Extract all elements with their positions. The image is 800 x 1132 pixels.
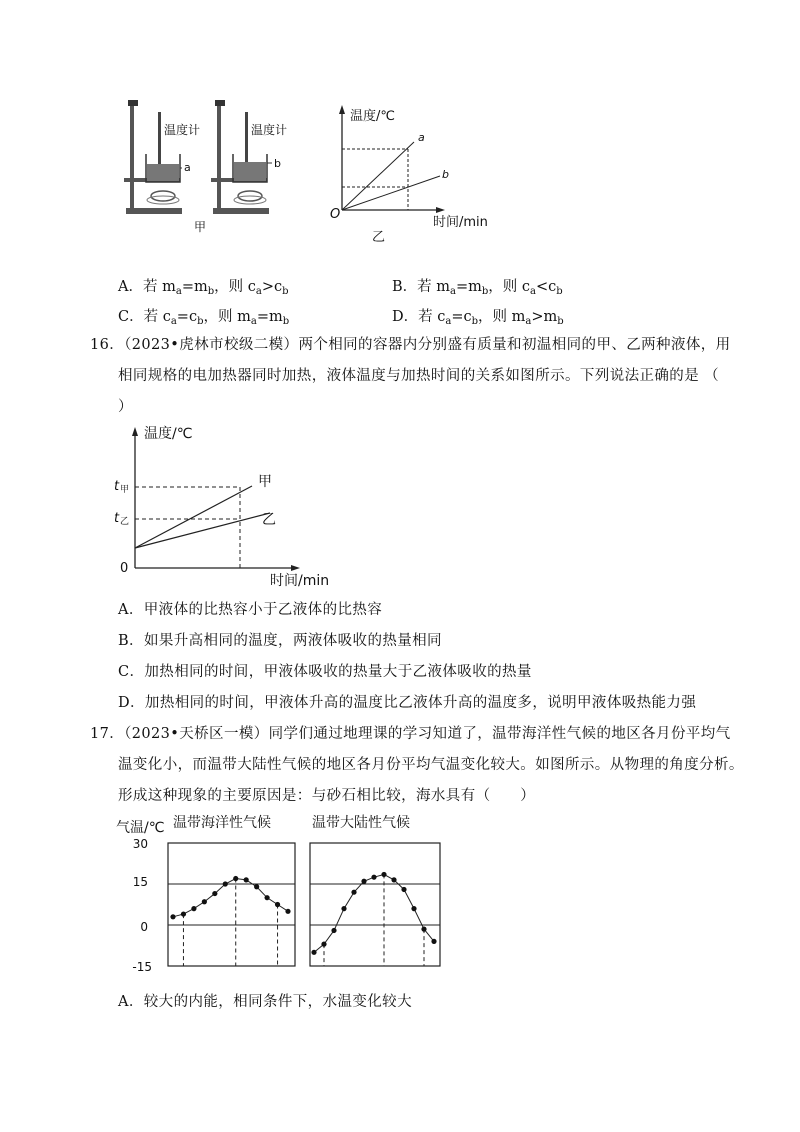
q15-option-d-text: =c bbox=[451, 309, 472, 325]
subscript: b bbox=[557, 316, 564, 327]
q16-x-axis-label: 时间/min bbox=[270, 573, 330, 589]
q16-option-b[interactable]: B．如果升高相同的温度，两液体吸收的热量相同 bbox=[118, 633, 442, 649]
q17-option-a[interactable]: A．较大的内能，相同条件下，水温变化较大 bbox=[118, 994, 412, 1010]
q15-option-c-text: =c bbox=[176, 309, 198, 325]
t-jia-subscript: 甲 bbox=[120, 485, 130, 495]
q15-option-a-text: ，则 c bbox=[214, 279, 256, 295]
line-b-label: b bbox=[442, 168, 449, 181]
line-yi bbox=[135, 513, 270, 548]
liquid-label-b: b bbox=[274, 157, 281, 170]
subscript: a bbox=[445, 316, 452, 327]
subscript: a bbox=[450, 286, 456, 297]
q15-option-d-text: ，则 m bbox=[478, 309, 526, 325]
subscript: a bbox=[255, 286, 262, 297]
t-jia-label: t bbox=[114, 479, 120, 494]
q15-option-d-text: D．若 c bbox=[392, 309, 446, 325]
subscript: a bbox=[175, 286, 182, 297]
continental-climate-panel-data-point bbox=[341, 906, 346, 911]
q15-option-c-text: C．若 c bbox=[118, 309, 171, 325]
label-jia: 甲 bbox=[258, 474, 272, 490]
subscript: b bbox=[481, 286, 489, 297]
q15-option-a[interactable] bbox=[118, 275, 289, 297]
q17-y-axis-label: 气温/℃ bbox=[116, 820, 165, 836]
t-yi-subscript: 乙 bbox=[120, 517, 130, 527]
q17-stem-line3: 形成这种现象的主要原因是：与砂石相比较，海水具有（ ） bbox=[118, 788, 536, 804]
subscript: a bbox=[170, 316, 177, 327]
line-jia bbox=[135, 486, 252, 548]
subscript: a bbox=[525, 316, 532, 327]
continental-climate-panel-data-point bbox=[311, 950, 316, 955]
heating-apparatus-b bbox=[211, 100, 269, 214]
q15-option-b-text: <c bbox=[536, 279, 557, 295]
continental-climate-panel-data-point bbox=[391, 877, 396, 882]
continental-climate-panel-data-point bbox=[401, 887, 406, 892]
continental-climate-panel-data-point bbox=[321, 942, 326, 947]
tick-minus-15: -15 bbox=[132, 960, 152, 974]
subscript: b bbox=[197, 316, 204, 327]
q15-option-a-text: >c bbox=[261, 279, 283, 295]
ocean-climate-panel-data-point bbox=[223, 881, 228, 886]
ocean-climate-panel-data-point bbox=[191, 906, 196, 911]
ocean-climate-panel-data-point bbox=[202, 899, 207, 904]
q17-stem-line2: 温变化小，而温带大陆性气候的地区各月份平均气温变化较大。如图所示。从物理的角度分析。 bbox=[118, 757, 744, 773]
continental-climate-panel-frame bbox=[310, 843, 440, 966]
continental-climate-panel-data-point bbox=[381, 872, 386, 877]
continental-climate-panel-data-point bbox=[411, 906, 416, 911]
q16-origin: 0 bbox=[120, 561, 129, 576]
q15-y-axis-label: 温度/℃ bbox=[350, 109, 395, 124]
q15-option-b-text: B．若 m bbox=[392, 279, 451, 295]
q17-title-left: 温带海洋性气候 bbox=[173, 815, 271, 831]
q17-climate-chart bbox=[110, 810, 450, 980]
q15-option-a-text: A．若 m bbox=[118, 279, 176, 295]
ocean-climate-panel-data-point bbox=[181, 911, 186, 916]
continental-climate-panel-data-point bbox=[431, 939, 436, 944]
q16-stem-line1: 16．（2023•虎林市校级二模）两个相同的容器内分别盛有质量和初温相同的甲、乙两种液体，用 bbox=[90, 337, 731, 353]
continental-climate-panel-data-point bbox=[331, 928, 336, 933]
ocean-climate-panel-data-point bbox=[264, 895, 269, 900]
q16-option-a[interactable]: A．甲液体的比热容小于乙液体的比热容 bbox=[118, 602, 383, 618]
q15-x-axis-label: 时间/min bbox=[433, 215, 488, 230]
subscript: b bbox=[207, 286, 215, 297]
ocean-climate-panel-data-point bbox=[275, 902, 280, 907]
subscript: b bbox=[282, 286, 289, 297]
q15-option-a-text: =m bbox=[181, 279, 208, 295]
q16-stem-line2: 相同规格的电加热器同时加热，液体温度与加热时间的关系如图所示。下列说法正确的是 （ bbox=[118, 368, 720, 384]
q16-chart bbox=[110, 420, 350, 590]
q16-option-c[interactable]: C．加热相同的时间，甲液体吸收的热量大于乙液体吸收的热量 bbox=[118, 664, 532, 680]
t-yi-label: t bbox=[114, 511, 120, 526]
q15-option-c-text: ，则 m bbox=[203, 309, 251, 325]
thermometer-label-a: 温度计 bbox=[164, 123, 201, 137]
q15-option-b-text: =m bbox=[455, 279, 482, 295]
subscript: a bbox=[250, 316, 257, 327]
ocean-climate-panel-data-point bbox=[254, 884, 259, 889]
continental-climate-panel-data-point bbox=[361, 879, 366, 884]
line-a bbox=[342, 142, 414, 210]
subscript: b bbox=[282, 316, 290, 327]
tick-0: 0 bbox=[140, 920, 148, 934]
continental-climate-panel-data-point bbox=[421, 927, 426, 932]
tick-30: 30 bbox=[132, 837, 148, 851]
heating-apparatus-a bbox=[124, 100, 182, 214]
panel-label-yi: 乙 bbox=[372, 230, 386, 245]
q15-option-c[interactable] bbox=[118, 305, 289, 327]
line-a-label: a bbox=[418, 131, 425, 144]
tick-15: 15 bbox=[132, 875, 148, 889]
line-b bbox=[342, 176, 440, 210]
q15-option-d-text: >m bbox=[531, 309, 558, 325]
panel-label-jia: 甲 bbox=[194, 220, 207, 234]
q15-option-d[interactable] bbox=[392, 305, 564, 327]
q15-figure bbox=[110, 90, 510, 250]
q15-option-c-text: =m bbox=[256, 309, 283, 325]
ocean-climate-panel-data-point bbox=[170, 914, 175, 919]
q15-option-b-text: ，则 c bbox=[488, 279, 531, 295]
ocean-climate-panel-data-point bbox=[233, 876, 238, 881]
q16-stem-line3: ） bbox=[118, 399, 133, 415]
ocean-climate-panel-data-point bbox=[244, 877, 249, 882]
label-yi: 乙 bbox=[262, 512, 276, 528]
continental-climate-panel-data-point bbox=[371, 875, 376, 880]
subscript: b bbox=[556, 286, 563, 297]
liquid-label-a: a bbox=[184, 161, 191, 174]
q17-stem-line1: 17．（2023•天桥区一模）同学们通过地理课的学习知道了，温带海洋性气候的地区各月份平均气 bbox=[90, 726, 731, 742]
q16-y-axis-label: 温度/℃ bbox=[144, 426, 193, 442]
continental-climate-panel-data-point bbox=[351, 890, 356, 895]
q16-option-d[interactable]: D．加热相同的时间，甲液体升高的温度比乙液体升高的温度多，说明甲液体吸热能力强 bbox=[118, 695, 697, 711]
subscript: b bbox=[471, 316, 479, 327]
ocean-climate-panel-data-point bbox=[212, 891, 217, 896]
subscript: a bbox=[530, 286, 536, 297]
thermometer-label-b: 温度计 bbox=[251, 123, 288, 137]
q15-option-b[interactable] bbox=[392, 275, 563, 297]
ocean-climate-panel-data-point bbox=[285, 909, 290, 914]
q15-temp-time-graph bbox=[330, 105, 488, 245]
q15-origin: O bbox=[330, 207, 341, 222]
q17-title-right: 温带大陆性气候 bbox=[312, 815, 410, 831]
continental-climate-panel-temperature-line bbox=[314, 874, 434, 952]
